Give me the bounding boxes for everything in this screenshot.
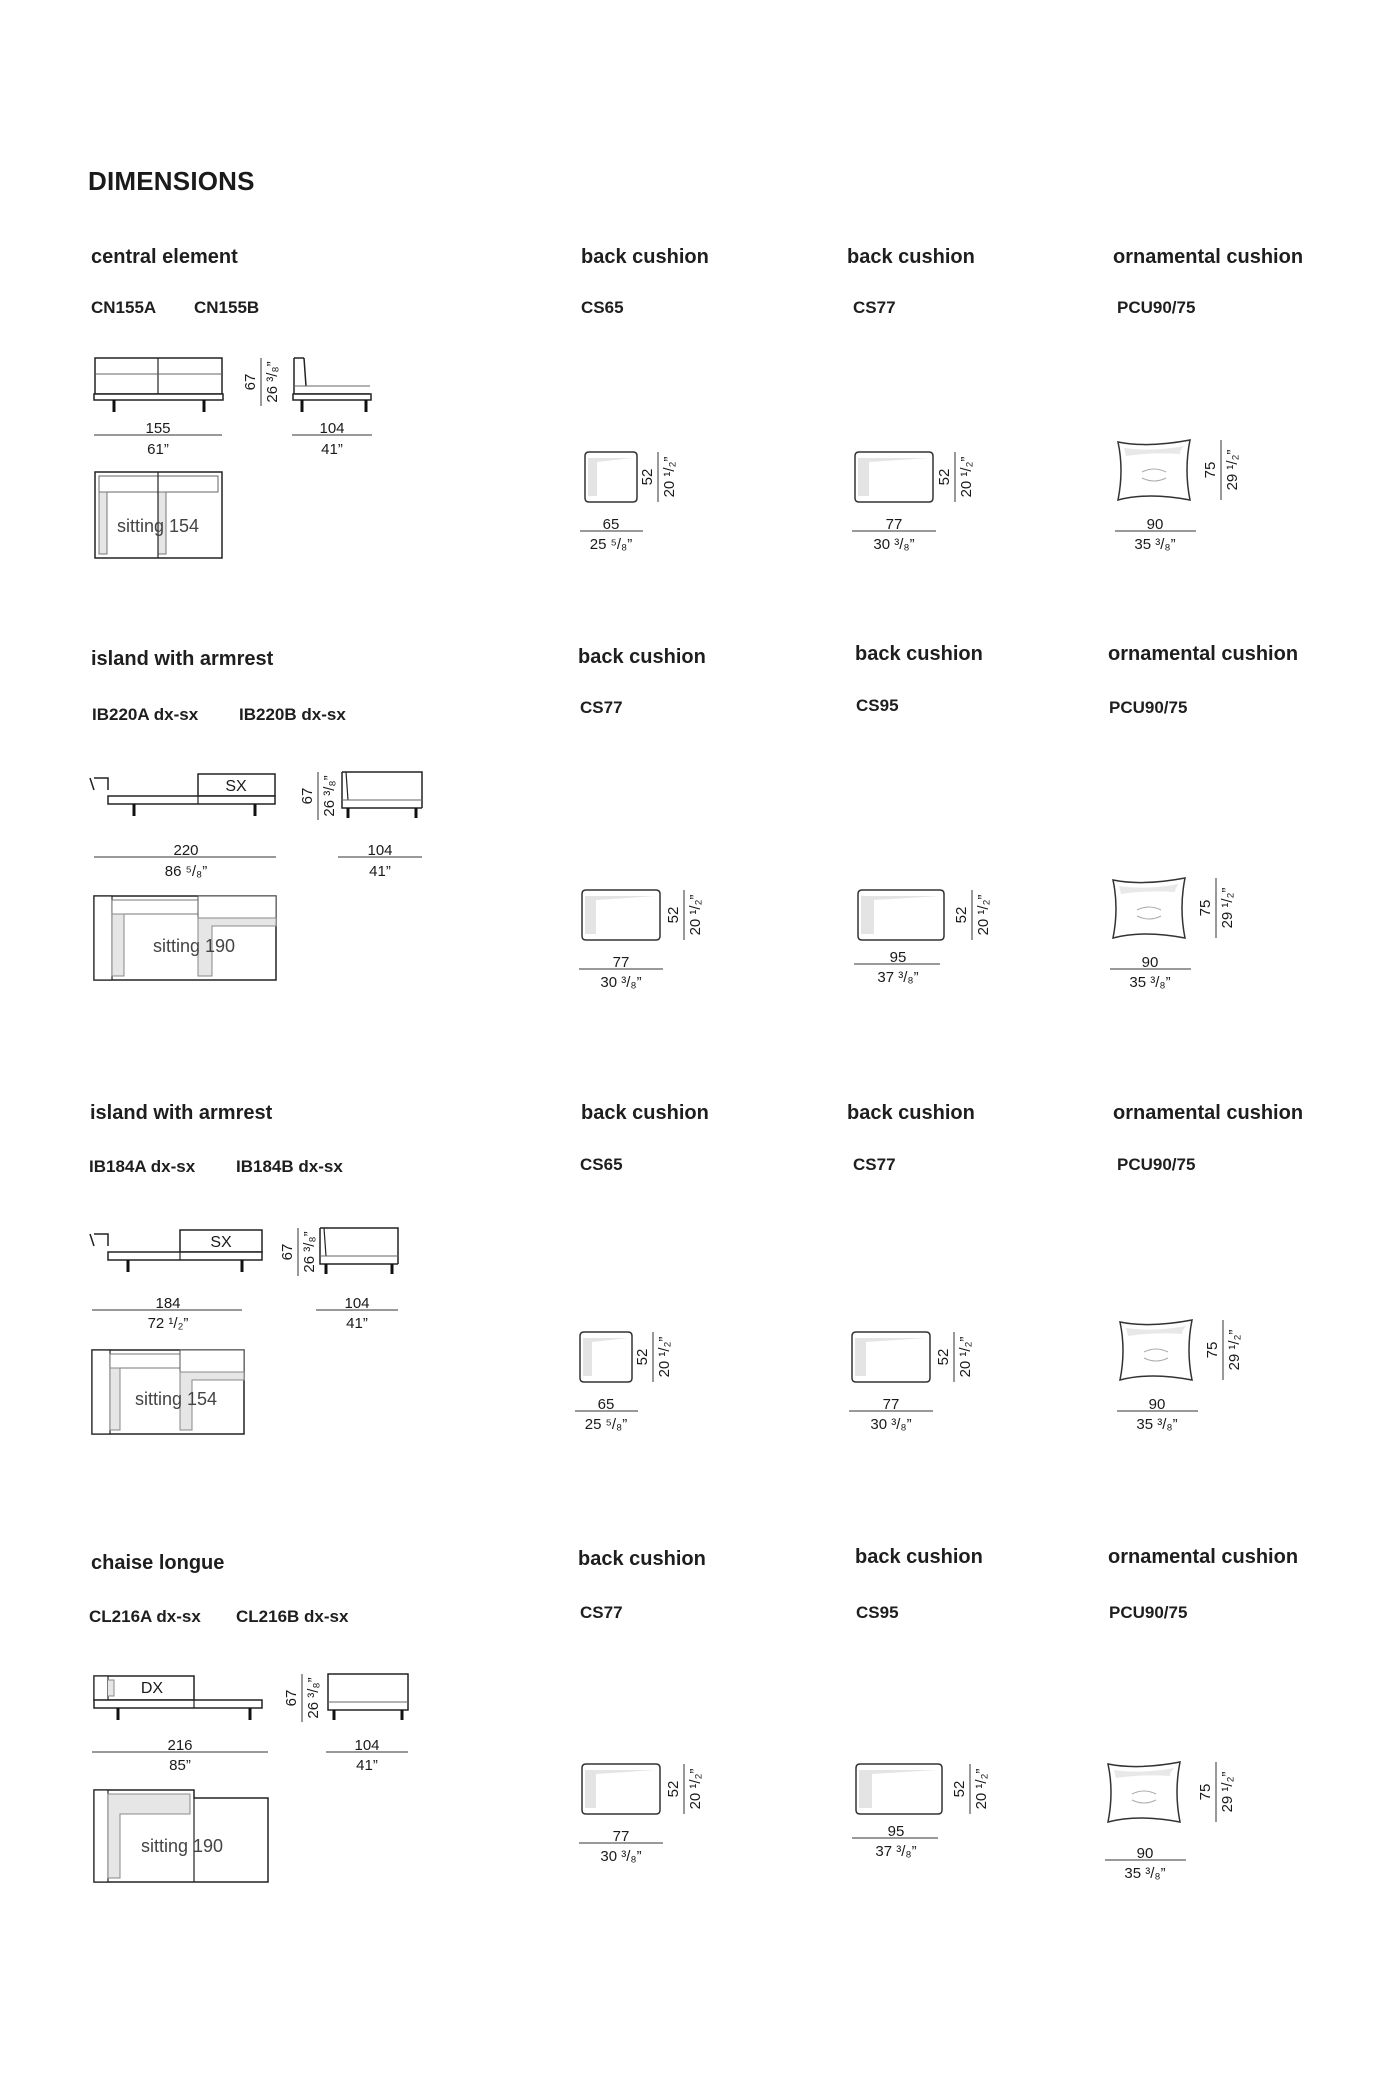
cushion-drawing bbox=[842, 1320, 1002, 1440]
side-marker: DX bbox=[140, 1680, 164, 1697]
cushion-height-inches: 29 ¹/₂” bbox=[1226, 1329, 1243, 1371]
side-view bbox=[328, 1674, 408, 1720]
element-code-b: CN155B bbox=[194, 298, 260, 317]
cushion-code: CS65 bbox=[581, 298, 624, 317]
height-dimension bbox=[279, 1228, 318, 1276]
depth-cm: 104 bbox=[344, 1295, 370, 1312]
cushion-height-cm: 75 bbox=[1204, 1341, 1221, 1359]
cushion-code: CS77 bbox=[853, 1155, 896, 1174]
element-code-a: IB184A dx-sx bbox=[89, 1157, 196, 1176]
cushion-drawing bbox=[570, 1320, 710, 1440]
side-view bbox=[342, 772, 422, 818]
cushion-height-cm: 52 bbox=[935, 1348, 952, 1366]
front-view bbox=[94, 1676, 262, 1720]
cushion-width-cm: 95 bbox=[887, 1823, 905, 1840]
cushion-width-inches: 30 ³/₈” bbox=[873, 536, 915, 553]
cushion-width-cm: 65 bbox=[597, 1396, 615, 1413]
plan-view bbox=[92, 1350, 244, 1434]
cushion-width-inches: 25 ⁵/₈” bbox=[584, 1416, 628, 1433]
cushion-height-inches: 29 ¹/₂” bbox=[1219, 1771, 1236, 1813]
height-cm: 67 bbox=[242, 373, 259, 391]
cushion-heading: ornamental cushion bbox=[1113, 1102, 1304, 1124]
cushion-width-cm: 65 bbox=[602, 516, 620, 533]
cushion-heading: ornamental cushion bbox=[1108, 643, 1299, 665]
element-code-a: IB220A dx-sx bbox=[92, 705, 199, 724]
depth-inches: 41” bbox=[369, 863, 391, 880]
height-cm: 67 bbox=[283, 1689, 300, 1707]
cushion-drawing bbox=[575, 440, 715, 560]
cushion-width-cm: 77 bbox=[612, 1828, 630, 1845]
cushion-height-cm: 75 bbox=[1202, 461, 1219, 479]
cushion-height-inches: 20 ¹/₂” bbox=[687, 894, 704, 936]
side-view bbox=[320, 1228, 398, 1274]
element-drawing bbox=[80, 760, 440, 990]
sitting-label: sitting 190 bbox=[152, 936, 236, 956]
cushion-width-cm: 77 bbox=[612, 954, 630, 971]
element-code-b: CL216B dx-sx bbox=[236, 1607, 349, 1626]
cushion-height-cm: 75 bbox=[1197, 899, 1214, 917]
cushion-height-cm: 52 bbox=[665, 1780, 682, 1798]
plan-view bbox=[94, 896, 276, 980]
cushion-width-inches: 30 ³/₈” bbox=[870, 1416, 912, 1433]
cushion-code: CS77 bbox=[580, 1603, 623, 1622]
cushion-width-cm: 90 bbox=[1148, 1396, 1166, 1413]
cushion-width-cm: 95 bbox=[889, 949, 907, 966]
cushion-heading: back cushion bbox=[581, 1102, 709, 1124]
height-dimension bbox=[283, 1674, 322, 1722]
width-inches: 85” bbox=[169, 1757, 191, 1774]
depth-inches: 41” bbox=[321, 441, 343, 458]
side-marker: SX bbox=[210, 1234, 232, 1251]
cushion-width-cm: 90 bbox=[1146, 516, 1164, 533]
cushion-height-inches: 20 ¹/₂” bbox=[975, 894, 992, 936]
cushion-code: CS95 bbox=[856, 696, 899, 715]
element-drawing bbox=[80, 340, 400, 570]
cushion-width-cm: 77 bbox=[882, 1396, 900, 1413]
element-code-a: CN155A bbox=[91, 298, 157, 317]
sitting-label: sitting 154 bbox=[134, 1389, 218, 1409]
cushion-height-inches: 29 ¹/₂” bbox=[1224, 449, 1241, 491]
height-inches: 26 ³/₈” bbox=[264, 361, 281, 403]
front-view bbox=[90, 774, 275, 816]
cushion-code: CS77 bbox=[853, 298, 896, 317]
height-cm: 67 bbox=[279, 1243, 296, 1261]
cushion-width-inches: 35 ³/₈” bbox=[1134, 536, 1176, 553]
cushion-width-inches: 30 ³/₈” bbox=[600, 1848, 642, 1865]
cushion-height-cm: 52 bbox=[665, 906, 682, 924]
element-drawing bbox=[80, 1662, 420, 1902]
cushion-height-inches: 20 ¹/₂” bbox=[656, 1336, 673, 1378]
width-cm: 220 bbox=[173, 842, 199, 859]
front-view bbox=[90, 1230, 262, 1272]
cushion-code: PCU90/75 bbox=[1117, 1155, 1196, 1174]
depth-inches: 41” bbox=[346, 1315, 368, 1332]
cushion-width-inches: 25 ⁵/₈” bbox=[589, 536, 633, 553]
cushion-width-inches: 37 ³/₈” bbox=[875, 1843, 917, 1860]
cushion-heading: back cushion bbox=[847, 1102, 975, 1124]
plan-view bbox=[95, 472, 222, 558]
cushion-drawing bbox=[1110, 1310, 1270, 1440]
cushion-width-cm: 77 bbox=[885, 516, 903, 533]
cushion-height-cm: 75 bbox=[1197, 1783, 1214, 1801]
cushion-drawing bbox=[1098, 1752, 1258, 1892]
cushion-heading: back cushion bbox=[578, 646, 706, 668]
cushion-width-inches: 30 ³/₈” bbox=[600, 974, 642, 991]
cushion-code: CS77 bbox=[580, 698, 623, 717]
cushion-height-inches: 20 ¹/₂” bbox=[661, 456, 678, 498]
element-heading: island with armrest bbox=[90, 1102, 273, 1124]
cushion-height-cm: 52 bbox=[953, 906, 970, 924]
cushion-heading: ornamental cushion bbox=[1108, 1546, 1299, 1568]
cushion-width-inches: 35 ³/₈” bbox=[1129, 974, 1171, 991]
width-inches: 61” bbox=[147, 441, 169, 458]
element-code-a: CL216A dx-sx bbox=[89, 1607, 201, 1626]
cushion-height-cm: 52 bbox=[634, 1348, 651, 1366]
height-cm: 67 bbox=[299, 787, 316, 805]
element-code-b: IB184B dx-sx bbox=[236, 1157, 343, 1176]
cushion-height-inches: 20 ¹/₂” bbox=[687, 1768, 704, 1810]
height-dimension bbox=[242, 358, 281, 406]
height-inches: 26 ³/₈” bbox=[321, 775, 338, 817]
cushion-code: PCU90/75 bbox=[1117, 298, 1196, 317]
height-dimension bbox=[299, 772, 338, 820]
element-drawing bbox=[80, 1216, 420, 1446]
cushion-drawing bbox=[572, 878, 732, 998]
cushion-drawing bbox=[848, 878, 1018, 998]
cushion-heading: back cushion bbox=[855, 1546, 983, 1568]
side-view bbox=[293, 358, 371, 412]
height-inches: 26 ³/₈” bbox=[305, 1677, 322, 1719]
cushion-height-cm: 52 bbox=[951, 1780, 968, 1798]
cushion-heading: back cushion bbox=[581, 246, 709, 268]
cushion-width-cm: 90 bbox=[1136, 1845, 1154, 1862]
depth-cm: 104 bbox=[367, 842, 393, 859]
cushion-drawing bbox=[845, 440, 1005, 560]
cushion-code: PCU90/75 bbox=[1109, 698, 1188, 717]
plan-view bbox=[94, 1790, 268, 1882]
width-cm: 184 bbox=[155, 1295, 181, 1312]
cushion-drawing bbox=[1108, 430, 1268, 560]
sitting-label: sitting 154 bbox=[116, 516, 200, 536]
cushion-heading: back cushion bbox=[847, 246, 975, 268]
width-inches: 72 ¹/₂” bbox=[147, 1315, 189, 1332]
cushion-height-inches: 20 ¹/₂” bbox=[957, 1336, 974, 1378]
cushion-drawing bbox=[846, 1752, 1016, 1872]
cushion-heading: ornamental cushion bbox=[1113, 246, 1304, 268]
side-marker: SX bbox=[225, 778, 247, 795]
cushion-code: PCU90/75 bbox=[1109, 1603, 1188, 1622]
element-heading: chaise longue bbox=[91, 1552, 225, 1574]
element-code-b: IB220B dx-sx bbox=[239, 705, 346, 724]
depth-cm: 104 bbox=[354, 1737, 380, 1754]
cushion-heading: back cushion bbox=[855, 643, 983, 665]
cushion-height-inches: 20 ¹/₂” bbox=[973, 1768, 990, 1810]
width-inches: 86 ⁵/₈” bbox=[164, 863, 208, 880]
cushion-width-inches: 35 ³/₈” bbox=[1136, 1416, 1178, 1433]
cushion-code: CS95 bbox=[856, 1603, 899, 1622]
cushion-height-inches: 29 ¹/₂” bbox=[1219, 887, 1236, 929]
sitting-label: sitting 190 bbox=[140, 1836, 224, 1856]
width-cm: 155 bbox=[145, 420, 171, 437]
element-heading: island with armrest bbox=[91, 648, 274, 670]
depth-cm: 104 bbox=[319, 420, 345, 437]
cushion-heading: back cushion bbox=[578, 1548, 706, 1570]
depth-inches: 41” bbox=[356, 1757, 378, 1774]
cushion-width-cm: 90 bbox=[1141, 954, 1159, 971]
width-cm: 216 bbox=[167, 1737, 193, 1754]
cushion-height-cm: 52 bbox=[936, 468, 953, 486]
cushion-width-inches: 35 ³/₈” bbox=[1124, 1865, 1166, 1882]
element-heading: central element bbox=[91, 246, 238, 268]
cushion-height-inches: 20 ¹/₂” bbox=[958, 456, 975, 498]
cushion-code: CS65 bbox=[580, 1155, 623, 1174]
cushion-width-inches: 37 ³/₈” bbox=[877, 969, 919, 986]
front-view bbox=[94, 358, 223, 412]
height-inches: 26 ³/₈” bbox=[301, 1231, 318, 1273]
cushion-drawing bbox=[1103, 868, 1263, 998]
cushion-drawing bbox=[572, 1752, 732, 1872]
cushion-height-cm: 52 bbox=[639, 468, 656, 486]
page-title: DIMENSIONS bbox=[88, 166, 255, 196]
